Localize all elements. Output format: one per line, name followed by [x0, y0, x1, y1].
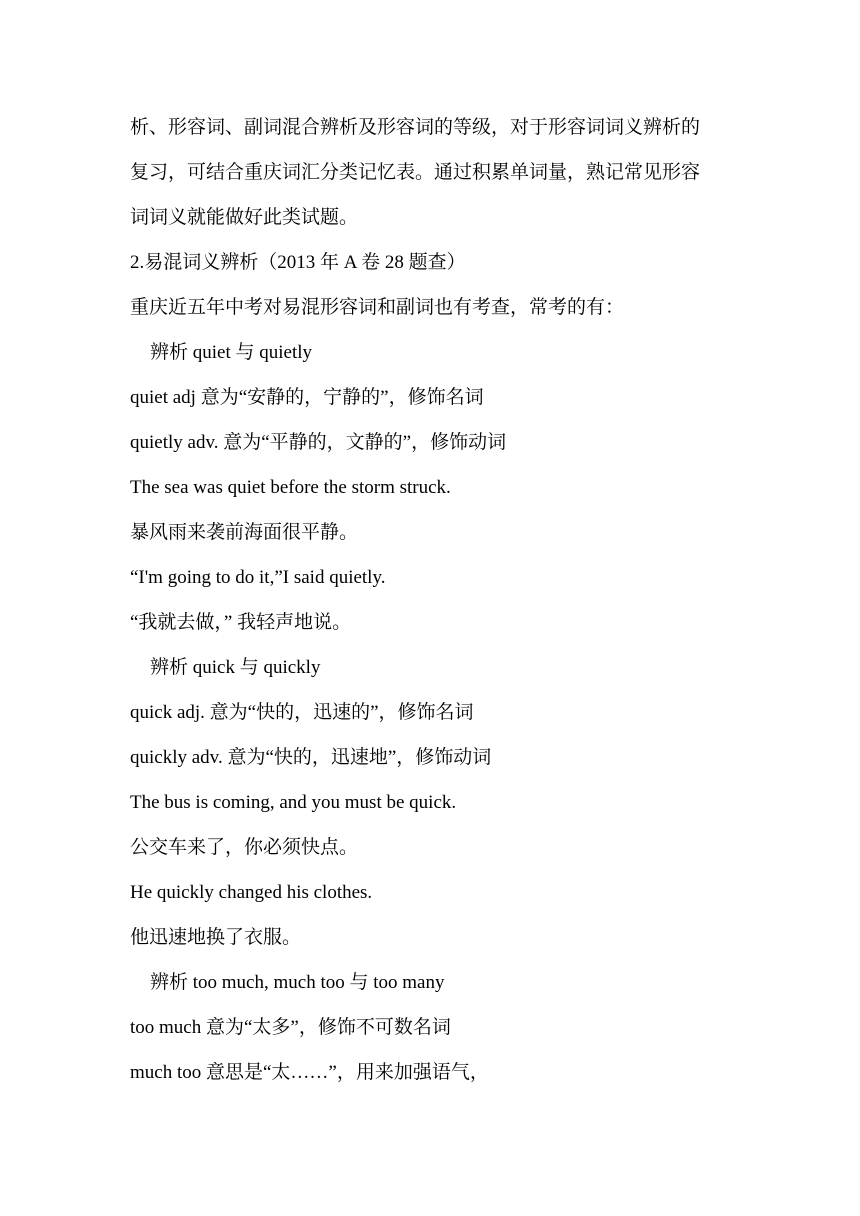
paragraph-line: 复习，可结合重庆词汇分类记忆表。通过积累单词量，熟记常见形容 — [130, 162, 701, 183]
definition-line: too much 意为“太多”，修饰不可数名词 — [130, 1017, 451, 1038]
definition-line: quickly adv. 意为“快的，迅速地”，修饰动词 — [130, 747, 492, 768]
paragraph-line: 重庆近五年中考对易混形容词和副词也有考查，常考的有： — [130, 297, 625, 318]
subheading-quiet-quietly: 辨析 quiet 与 quietly — [150, 342, 313, 363]
example-sentence: “I'm going to do it,”I said quietly. — [130, 567, 386, 588]
example-translation: 公交车来了，你必须快点。 — [130, 837, 359, 858]
example-translation: “我就去做，” 我轻声地说。 — [130, 612, 352, 633]
subheading-too-much: 辨析 too much, much too 与 too many — [150, 972, 445, 993]
definition-line: quick adj. 意为“快的，迅速的”，修饰名词 — [130, 702, 474, 723]
example-translation: 暴风雨来袭前海面很平静。 — [130, 522, 359, 543]
definition-line: much too 意思是“太……”，用来加强语气， — [130, 1062, 489, 1083]
subheading-quick-quickly: 辨析 quick 与 quickly — [150, 657, 321, 678]
section-heading: 2.易混词义辨析（2013 年 A 卷 28 题查） — [130, 252, 466, 273]
example-sentence: The sea was quiet before the storm struck. — [130, 477, 451, 498]
paragraph-line: 词词义就能做好此类试题。 — [130, 207, 359, 228]
example-sentence: The bus is coming, and you must be quick. — [130, 792, 457, 813]
definition-line: quietly adv. 意为“平静的，文静的”，修饰动词 — [130, 432, 507, 453]
example-sentence: He quickly changed his clothes. — [130, 882, 373, 903]
example-translation: 他迅速地换了衣服。 — [130, 927, 302, 948]
definition-line: quiet adj 意为“安静的，宁静的”，修饰名词 — [130, 387, 484, 408]
paragraph-line: 析、形容词、副词混合辨析及形容词的等级，对于形容词词义辨析的 — [130, 117, 701, 138]
